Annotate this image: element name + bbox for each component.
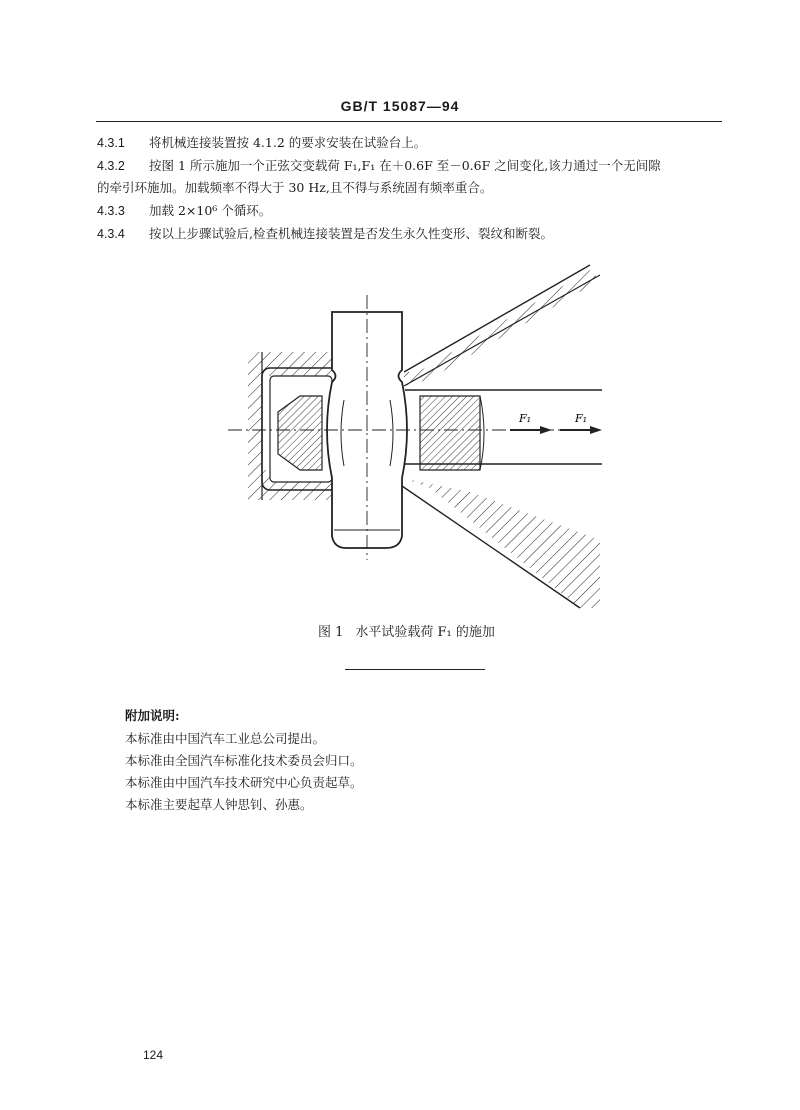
clause-4-3-2 [97, 156, 661, 176]
clause-4-3-4 [97, 224, 553, 244]
force-label-2: F₁ [575, 412, 588, 425]
force-arrow-2 [560, 426, 602, 434]
clause-text: 加载 2×10⁶ 个循环。 [149, 203, 272, 218]
notes-title: 附加说明: [125, 708, 180, 723]
clause-number: 4.3.3 [97, 204, 125, 218]
clause-4-3-2-continuation: 的牵引环施加。加载频率不得大于 30 Hz,且不得与系统固有频率重合。 [97, 180, 493, 195]
clause-4-3-3 [97, 201, 271, 221]
clause-number: 4.3.2 [97, 159, 125, 173]
fixed-support-left [248, 352, 262, 500]
clause-number: 4.3.1 [97, 136, 125, 150]
header-rule [96, 121, 722, 122]
figure-caption [318, 621, 495, 640]
note-line: 本标准主要起草人钟思钊、孙惠。 [125, 797, 313, 812]
force-arrow-1 [510, 426, 552, 434]
clause-text: 按图 1 所示施加一个正弦交变载荷 F₁,F₁ 在＋0.6F 至－0.6F 之间变化,该力通过一个无间隙 [149, 158, 661, 173]
note-line: 本标准由中国汽车技术研究中心负责起草。 [125, 775, 363, 790]
clause-number: 4.3.4 [97, 227, 125, 241]
figure-caption-text: 水平试验载荷 F₁ 的施加 [355, 625, 495, 640]
jaw-upper [404, 265, 600, 386]
page-number: 124 [143, 1048, 164, 1062]
note-line: 本标准由中国汽车工业总公司提出。 [125, 731, 326, 746]
force-label-1: F₁ [519, 412, 532, 425]
jaw-lower [402, 478, 600, 608]
clause-text: 将机械连接装置按 4.1.2 的要求安装在试验台上。 [149, 135, 427, 150]
note-line: 本标准由全国汽车标准化技术委员会归口。 [125, 753, 363, 768]
standard-code-header: GB/T 15087—94 [340, 98, 460, 114]
clause-4-3-1 [97, 133, 426, 153]
figure-label: 图 1 [318, 625, 344, 640]
section-end-rule [345, 669, 485, 670]
clause-text: 按以上步骤试验后,检查机械连接装置是否发生永久性变形、裂纹和断裂。 [149, 226, 553, 241]
figure-1-drawing [200, 258, 620, 613]
